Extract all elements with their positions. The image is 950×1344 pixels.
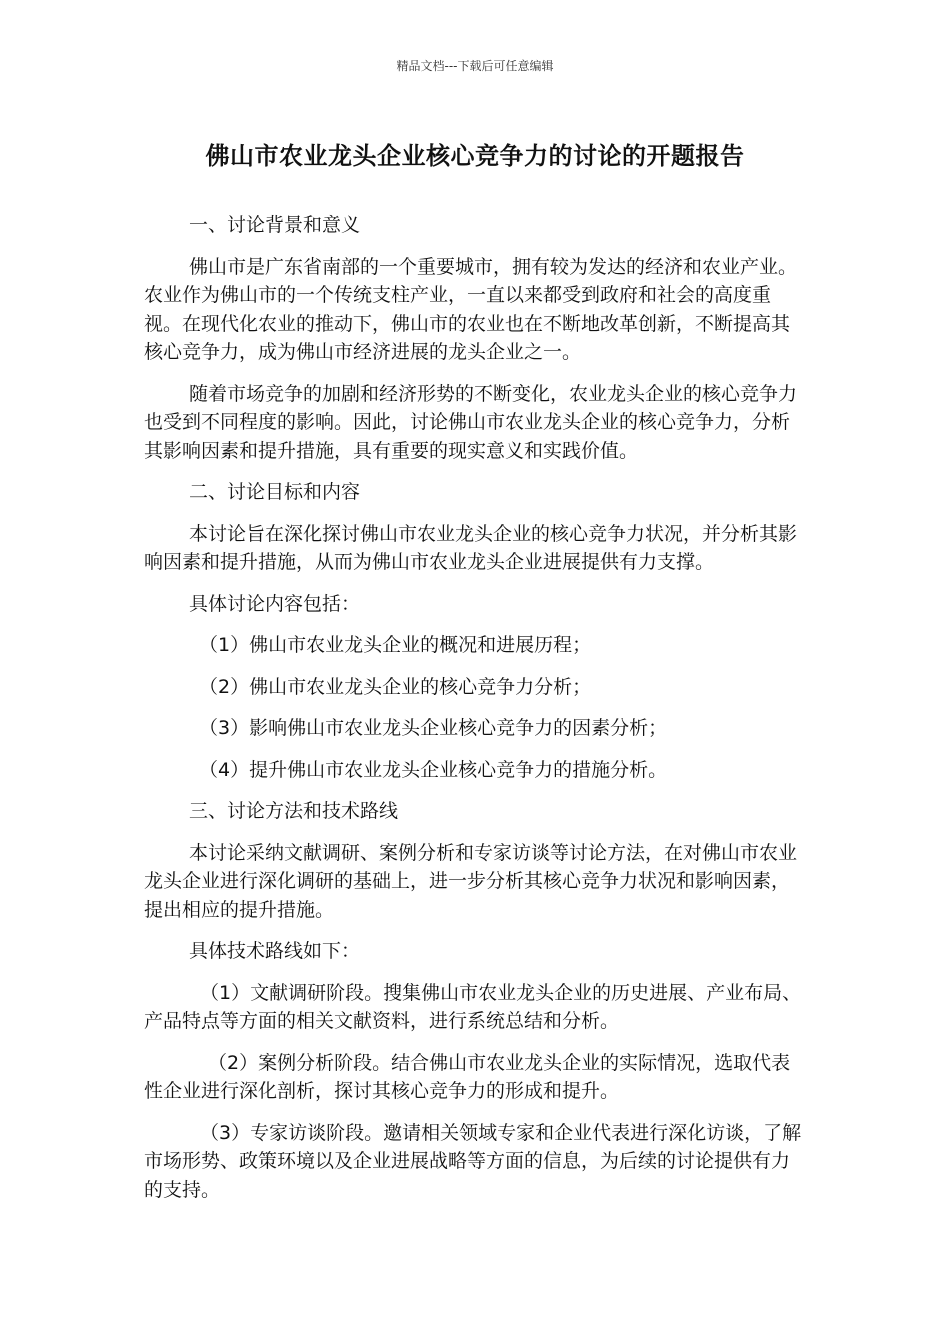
paragraph-background-2: 随着市场竞争的加剧和经济形势的不断变化，农业龙头企业的核心竞争力也受到不同程度的影响。因此，讨论佛山市农业龙头企业的核心竞争力，分析其影响因素和提升措施，具有重要的现实意义和实践价值。 (144, 382, 798, 462)
content-item-1: （1）佛山市农业龙头企业的概况和进展历程； (199, 634, 592, 656)
paragraph-goals: 本讨论旨在深化探讨佛山市农业龙头企业的核心竞争力状况，并分析其影响因素和提升措施，从而为佛山市农业龙头企业进展提供有力支撑。 (144, 522, 798, 573)
paragraph-route-intro: 具体技术路线如下： (189, 940, 361, 962)
paragraph-background-1: 佛山市是广东省南部的一个重要城市，拥有较为发达的经济和农业产业。农业作为佛山市的一个传统支柱产业，一直以来都受到政府和社会的高度重视。在现代化农业的推动下，佛山市的农业也在不断地改革创新，不断提高其核心竞争力，成为佛山市经济进展的龙头企业之一。 (144, 255, 798, 363)
section-heading-methods: 三、讨论方法和技术路线 (189, 800, 399, 822)
route-step-1: （1）文献调研阶段。搜集佛山市农业龙头企业的历史进展、产业布局、产品特点等方面的相关文献资料，进行系统总结和分析。 (144, 981, 802, 1032)
content-item-4: （4）提升佛山市农业龙头企业核心竞争力的措施分析。 (199, 758, 668, 781)
content-item-3: （3）影响佛山市农业龙头企业核心竞争力的因素分析； (199, 717, 668, 739)
paragraph-methods: 本讨论采纳文献调研、案例分析和专家访谈等讨论方法，在对佛山市农业龙头企业进行深化调研的基础上，进一步分析其核心竞争力状况和影响因素，提出相应的提升措施。 (144, 841, 798, 921)
document-title: 佛山市农业龙头企业核心竞争力的讨论的开题报告 (205, 142, 745, 170)
content-item-2: （2）佛山市农业龙头企业的核心竞争力分析； (199, 675, 592, 698)
route-step-2: （2）案例分析阶段。结合佛山市农业龙头企业的实际情况，选取代表性企业进行深化剖析，探讨其核心竞争力的形成和提升。 (144, 1051, 791, 1102)
paragraph-content-intro: 具体讨论内容包括： (189, 592, 361, 615)
section-heading-goals: 二、讨论目标和内容 (189, 481, 361, 503)
section-heading-background: 一、讨论背景和意义 (189, 214, 361, 236)
route-step-3: （3）专家访谈阶段。邀请相关领域专家和企业代表进行深化访谈，了解市场形势、政策环境以及企业进展战略等方面的信息，为后续的讨论提供有力的支持。 (144, 1121, 802, 1201)
document-body (144, 211, 806, 1217)
header-note: 精品文档---下载后可任意编辑 (396, 59, 554, 73)
